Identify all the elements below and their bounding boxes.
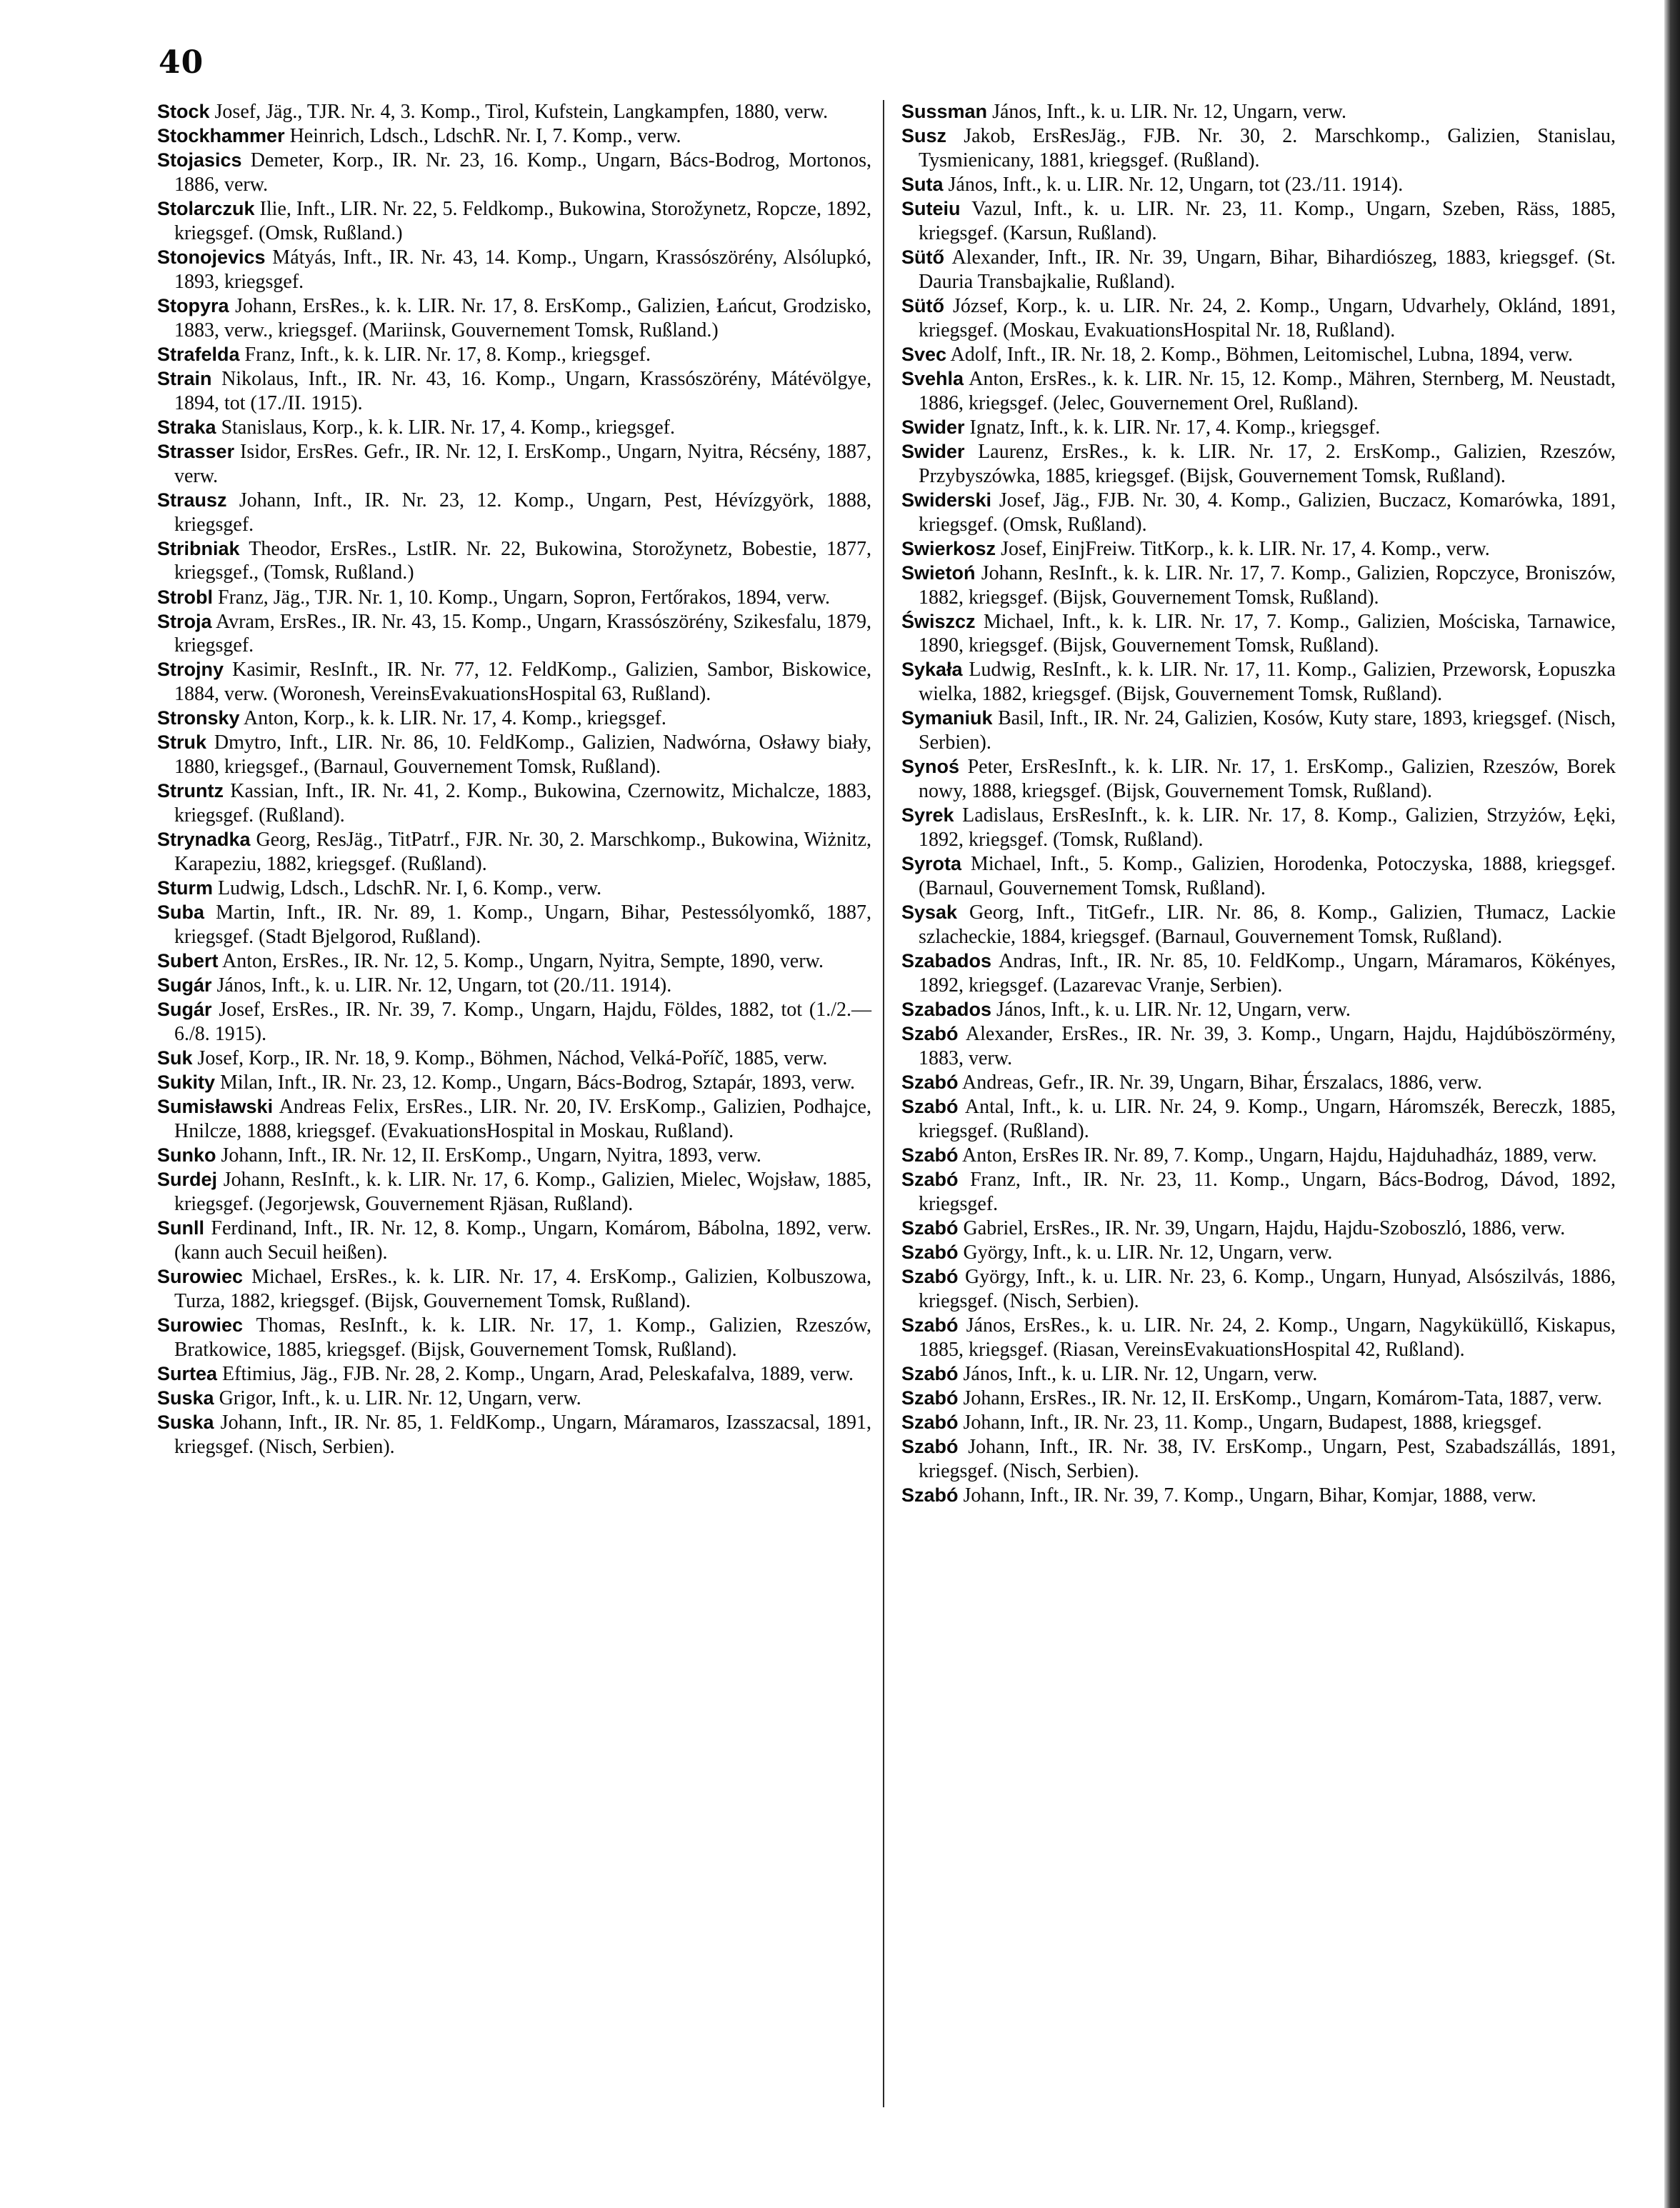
list-entry [157, 998, 871, 1046]
list-entry [901, 852, 1616, 901]
entry-details: Franz, Inft., k. k. LIR. Nr. 17, 8. Komp., kriegsgef. [244, 343, 651, 366]
entry-surname: Struk [157, 731, 207, 754]
list-entry [157, 658, 871, 706]
entry-surname: Symaniuk [901, 707, 993, 729]
entry-surname: Szabó [901, 1314, 959, 1336]
entry-details: Johann, ResInft., k. k. LIR. Nr. 17, 7. Komp., Galizien, Ropczyce, Broniszów, 1882, kriegsgef. (Bijsk, Gouvernement Tomsk, Rußland). [919, 561, 1616, 609]
list-entry [901, 610, 1616, 659]
entry-surname: Szabó [901, 1411, 959, 1433]
entry-details: Grigor, Inft., k. u. LIR. Nr. 12, Ungarn, verw. [219, 1387, 581, 1410]
list-entry [157, 1411, 871, 1459]
entry-details: Ludwig, ResInft., k. k. LIR. Nr. 17, 11. Komp., Galizien, Przeworsk, Łopuszka wielka, 1882, kriegsgef. (Bijsk, Gouvernement Tomsk, Rußland). [919, 659, 1616, 706]
entry-surname: Surowiec [157, 1266, 244, 1288]
entry-surname: Stonojevics [157, 246, 266, 268]
entry-surname: Straka [157, 416, 216, 438]
list-entry [157, 1217, 871, 1265]
entry-surname: Strynadka [157, 829, 251, 851]
entry-surname: Szabó [901, 1362, 959, 1384]
entry-details: Johann, ErsRes., IR. Nr. 12, II. ErsKomp., Ungarn, Komárom-Tata, 1887, verw. [963, 1387, 1602, 1409]
entry-details: Antal, Inft., k. u. LIR. Nr. 24, 9. Komp., Ungarn, Háromszék, Bereczk, 1885, kriegsgef. (Rußland). [919, 1095, 1616, 1142]
entry-details: János, Inft., k. u. LIR. Nr. 12, Ungarn, verw. [996, 998, 1351, 1021]
entry-surname: Szabados [901, 998, 992, 1020]
list-entry [901, 197, 1616, 246]
list-entry [901, 1265, 1616, 1314]
list-entry [901, 901, 1616, 949]
list-entry [157, 1387, 871, 1411]
list-entry [901, 804, 1616, 852]
list-entry [901, 100, 1616, 124]
entry-details: Johann, Inft., IR. Nr. 38, IV. ErsKomp., Ungarn, Pest, Szabadszállás, 1891, kriegsgef. (Nisch, Serbien). [919, 1435, 1616, 1482]
list-entry [157, 124, 871, 149]
list-entry [901, 1071, 1616, 1095]
entry-details: János, ErsRes., k. u. LIR. Nr. 24, 2. Komp., Ungarn, Nagyküküllő, Kiskapus, 1885, kriegsgef. (Riasan, VereinsEvakuationsHospital 42, Rußland). [919, 1314, 1616, 1361]
entry-surname: Sumisławski [157, 1096, 274, 1118]
right-column [901, 100, 1616, 1508]
entry-details: Kassian, Inft., IR. Nr. 41, 2. Komp., Bukowina, Czernowitz, Michalcze, 1883, kriegsgef. (Rußland). [174, 780, 872, 827]
entry-details: Laurenz, ErsRes., k. k. LIR. Nr. 17, 2. ErsKomp., Galizien, Rzeszów, Przybyszówka, 1885, kriegsgef. (Bijsk, Gouvernement Tomsk, Rußland). [919, 440, 1616, 487]
entry-surname: Surdej [157, 1169, 218, 1191]
list-entry [157, 1265, 871, 1314]
list-entry [901, 1484, 1616, 1508]
entry-details: Ignatz, Inft., k. k. LIR. Nr. 17, 4. Komp., kriegsgef. [969, 416, 1381, 439]
entry-details: Alexander, ErsRes., IR. Nr. 39, 3. Komp., Ungarn, Hajdu, Hajdúböszörmény, 1883, verw. [919, 1022, 1616, 1069]
list-entry [901, 706, 1616, 755]
entry-surname: Svec [901, 343, 947, 365]
entry-surname: Szabó [901, 1022, 959, 1044]
entry-surname: Sugár [157, 999, 212, 1021]
entry-details: János, Inft., k. u. LIR. Nr. 12, Ungarn, tot (23./11. 1914). [948, 173, 1404, 196]
list-entry [157, 489, 871, 537]
entry-surname: Strojny [157, 659, 224, 681]
list-entry [157, 1314, 871, 1362]
list-entry [157, 246, 871, 294]
entry-surname: Sunko [157, 1144, 216, 1167]
entry-details: Anton, ErsRes., k. k. LIR. Nr. 15, 12. Komp., Mähren, Sternberg, M. Neustadt, 1886, kriegsgef. (Jelec, Gouvernement Orel, Rußland). [919, 367, 1616, 414]
entry-surname: Stockhammer [157, 125, 285, 147]
list-entry [901, 755, 1616, 804]
entry-surname: Swietoń [901, 561, 976, 584]
entry-details: Nikolaus, Inft., IR. Nr. 43, 16. Komp., Ungarn, Krassószörény, Mátévölgye, 1894, tot (17./II. 1915). [174, 367, 872, 414]
list-entry [901, 367, 1616, 416]
list-entry [157, 876, 871, 901]
list-entry [157, 1144, 871, 1168]
entry-surname: Szabó [901, 1095, 959, 1117]
list-entry [901, 561, 1616, 610]
list-entry [901, 658, 1616, 706]
list-entry [901, 246, 1616, 294]
list-entry [901, 489, 1616, 537]
list-entry [901, 949, 1616, 998]
entry-details: Johann, Inft., IR. Nr. 23, 11. Komp., Ungarn, Budapest, 1888, kriegsgef. [963, 1411, 1542, 1434]
list-entry [901, 998, 1616, 1022]
entry-details: Vazul, Inft., k. u. LIR. Nr. 23, 11. Komp., Ungarn, Szeben, Räss, 1885, kriegsgef. (Karsun, Rußland). [919, 198, 1616, 244]
list-entry [901, 440, 1616, 489]
list-entry [901, 1168, 1616, 1217]
entry-details: Johann, Inft., IR. Nr. 85, 1. FeldKomp., Ungarn, Máramaros, Izasszacsal, 1891, kriegsgef. (Nisch, Serbien). [174, 1412, 872, 1458]
entry-surname: Sütő [901, 246, 944, 268]
entry-details: Michael, Inft., k. k. LIR. Nr. 17, 7. Komp., Galizien, Mościska, Tarnawice, 1890, kriegsgef. (Bijsk, Gouvernement Tomsk, Rußland). [919, 610, 1616, 657]
entry-surname: Surtea [157, 1362, 218, 1384]
entry-details: Josef, Jäg., TJR. Nr. 4, 3. Komp., Tirol, Kufstein, Langkampfen, 1880, verw. [214, 101, 829, 123]
list-entry [157, 586, 871, 610]
list-entry [901, 537, 1616, 561]
list-entry [157, 100, 871, 124]
entry-surname: Szabó [901, 1168, 959, 1190]
entry-details: Anton, Korp., k. k. LIR. Nr. 17, 4. Komp., kriegsgef. [244, 707, 666, 730]
entry-details: Andreas, Gefr., IR. Nr. 39, Ungarn, Bihar, Érszalacs, 1886, verw. [961, 1071, 1482, 1094]
left-column [157, 100, 871, 1459]
entry-surname: Syrota [901, 853, 962, 875]
entry-details: Georg, ResJäg., TitPatrf., FJR. Nr. 30, 2. Marschkomp., Bukowina, Wiżnitz, Karapeziu, 1882, kriegsgef. (Rußland). [174, 829, 871, 876]
entry-details: Adolf, Inft., IR. Nr. 18, 2. Komp., Böhmen, Leitomischel, Lubna, 1894, verw. [950, 343, 1574, 366]
entry-details: Avram, ErsRes., IR. Nr. 43, 15. Komp., Ungarn, Krassószörény, Szikesfalu, 1879, kriegsgef. [174, 610, 871, 657]
list-entry [157, 197, 871, 246]
entry-details: Josef, Jäg., FJB. Nr. 30, 4. Komp., Galizien, Buczacz, Komarówka, 1891, kriegsgef. (Omsk, Rußland). [919, 489, 1616, 536]
entry-details: Isidor, ErsRes. Gefr., IR. Nr. 12, I. ErsKomp., Ungarn, Nyitra, Récsény, 1887, verw. [174, 440, 871, 487]
list-entry [157, 1071, 871, 1095]
list-entry [157, 416, 871, 440]
entry-details: Thomas, ResInft., k. k. LIR. Nr. 17, 1. Komp., Galizien, Rzeszów, Bratkowice, 1885, kriegsgef. (Bijsk, Gouvernement Tomsk, Rußland). [174, 1314, 872, 1361]
list-entry [157, 610, 871, 659]
entry-details: József, Korp., k. u. LIR. Nr. 24, 2. Komp., Ungarn, Udvarhely, Oklánd, 1891, kriegsgef. (Moskau, EvakuationsHospital Nr. 18, Rußland). [919, 294, 1616, 341]
entry-details: Johann, ResInft., k. k. LIR. Nr. 17, 6. Komp., Galizien, Mielec, Wojsław, 1885, kriegsgef. (Jegorjewsk, Gouvernement Rjäsan, Rußland). [174, 1169, 872, 1216]
entry-surname: Strausz [157, 489, 227, 511]
list-entry [901, 173, 1616, 197]
entry-details: Kasimir, ResInft., IR. Nr. 77, 12. FeldKomp., Galizien, Sambor, Biskowice, 1884, verw. (Woronesh, VereinsEvakuationsHospital 63, Rußland). [174, 659, 872, 706]
list-entry [157, 537, 871, 586]
list-entry [901, 1387, 1616, 1411]
entry-surname: Stojasics [157, 149, 242, 171]
entry-surname: Stribniak [157, 537, 240, 559]
list-entry [901, 1435, 1616, 1484]
entry-surname: Sykała [901, 659, 963, 681]
list-entry [157, 949, 871, 974]
entry-details: Franz, Inft., IR. Nr. 23, 11. Komp., Ungarn, Bács-Bodrog, Dávod, 1892, kriegsgef. [919, 1168, 1616, 1215]
entry-surname: Sussman [901, 101, 988, 122]
list-entry [901, 1095, 1616, 1144]
entry-surname: Suk [157, 1047, 193, 1069]
entry-details: György, Inft., k. u. LIR. Nr. 23, 6. Komp., Ungarn, Hunyad, Alsószilvás, 1886, kriegsgef. (Nisch, Serbien). [919, 1265, 1616, 1312]
entry-details: Johann, Inft., IR. Nr. 23, 12. Komp., Ungarn, Pest, Hévízgyörk, 1888, kriegsgef. [174, 489, 871, 536]
entry-details: Josef, ErsRes., IR. Nr. 39, 7. Komp., Ungarn, Hajdu, Földes, 1882, tot (1./2.—6./8. 1915). [174, 999, 872, 1046]
list-entry [157, 149, 871, 197]
entry-details: János, Inft., k. u. LIR. Nr. 12, Ungarn, verw. [992, 101, 1346, 123]
list-entry [157, 367, 871, 416]
entry-details: Eftimius, Jäg., FJB. Nr. 28, 2. Komp., Ungarn, Arad, Peleskafalva, 1889, verw. [222, 1362, 854, 1385]
entry-details: Heinrich, Ldsch., LdschR. Nr. I, 7. Komp., verw. [289, 125, 681, 148]
entry-surname: Swiderski [901, 489, 992, 511]
entry-surname: Sukity [157, 1071, 216, 1094]
entry-surname: Świszcz [901, 610, 976, 632]
entry-surname: Swierkosz [901, 537, 996, 559]
list-entry [157, 731, 871, 779]
entry-surname: Sysak [901, 901, 958, 923]
entry-details: Franz, Jäg., TJR. Nr. 1, 10. Komp., Ungarn, Sopron, Fertőrakos, 1894, verw. [218, 586, 831, 609]
entry-surname: Susz [901, 125, 947, 147]
entry-surname: Suska [157, 1387, 214, 1409]
list-entry [157, 440, 871, 489]
entry-details: János, Inft., k. u. LIR. Nr. 12, Ungarn, tot (20./11. 1914). [216, 974, 672, 997]
entry-details: Ferdinand, Inft., IR. Nr. 12, 8. Komp., Ungarn, Komárom, Bábolna, 1892, verw. (kann auch Secuil heißen). [174, 1217, 871, 1264]
entry-surname: Suba [157, 901, 205, 924]
entry-surname: Suska [157, 1412, 214, 1434]
entry-details: Stanislaus, Korp., k. k. LIR. Nr. 17, 4. Komp., kriegsgef. [221, 416, 675, 439]
list-entry [157, 974, 871, 998]
entry-surname: Strain [157, 367, 212, 389]
list-entry [157, 1362, 871, 1387]
entry-details: György, Inft., k. u. LIR. Nr. 12, Ungarn, verw. [963, 1241, 1333, 1264]
entry-details: Georg, Inft., TitGefr., LIR. Nr. 86, 8. Komp., Galizien, Tłumacz, Lackie szlacheckie, 1884, kriegsgef. (Barnaul, Gouvernement Tomsk, Rußland). [919, 901, 1616, 948]
entry-details: Johann, ErsRes., k. k. LIR. Nr. 17, 8. ErsKomp., Galizien, Łańcut, Grodzisko, 1883, verw., kriegsgef. (Mariinsk, Gouvernement Tomsk, Rußland.) [174, 294, 872, 341]
list-entry [157, 1046, 871, 1071]
entry-details: Andreas Felix, ErsRes., LIR. Nr. 20, IV. ErsKomp., Galizien, Podhajce, Hnilcze, 1888, kriegsgef. (EvakuationsHospital in Moskau, Rußland). [174, 1096, 871, 1143]
entry-surname: Sütő [901, 294, 944, 316]
entry-surname: Szabó [901, 1071, 959, 1093]
entry-surname: Synoś [901, 756, 960, 778]
entry-surname: Sugár [157, 974, 212, 996]
entry-surname: Szabó [901, 1241, 959, 1263]
entry-surname: Svehla [901, 367, 964, 389]
entry-details: Michael, ErsRes., k. k. LIR. Nr. 17, 4. ErsKomp., Galizien, Kolbuszowa, Turza, 1882, kriegsgef. (Bijsk, Gouvernement Tomsk, Rußland). [174, 1266, 871, 1312]
entry-details: Alexander, Inft., IR. Nr. 39, Ungarn, Bihar, Bihardiószeg, 1883, kriegsgef. (St. Dauria Transbajkalie, Rußland). [919, 246, 1616, 293]
entry-details: Milan, Inft., IR. Nr. 23, 12. Komp., Ungarn, Bács-Bodrog, Sztapár, 1893, verw. [220, 1071, 856, 1094]
list-entry [901, 343, 1616, 367]
entry-surname: Stronsky [157, 707, 240, 729]
entry-surname: Szabó [901, 1144, 959, 1166]
entry-details: Jakob, ErsResJäg., FJB. Nr. 30, 2. Marschkomp., Galizien, Stanislau, Tysmienicany, 1881, kriegsgef. (Rußland). [919, 125, 1616, 171]
column-divider [883, 100, 884, 2107]
list-entry [157, 901, 871, 949]
entry-details: Gabriel, ErsRes., IR. Nr. 39, Ungarn, Hajdu, Hajdu-Szoboszló, 1886, verw. [963, 1217, 1566, 1239]
entry-surname: Stock [157, 101, 210, 122]
entry-details: Martin, Inft., IR. Nr. 89, 1. Komp., Ungarn, Bihar, Pestessólyomkő, 1887, kriegsgef. (Stadt Bjelgorod, Rußland). [174, 901, 871, 949]
entry-details: Johann, Inft., IR. Nr. 12, II. ErsKomp., Ungarn, Nyitra, 1893, verw. [221, 1144, 761, 1167]
entry-surname: Stolarczuk [157, 198, 255, 220]
entry-details: Andras, Inft., IR. Nr. 85, 10. FeldKomp., Ungarn, Máramaros, Kökényes, 1892, kriegsgef. (Lazarevac Vranje, Serbien). [919, 949, 1616, 996]
entry-details: Peter, ErsResInft., k. k. LIR. Nr. 17, 1. ErsKomp., Galizien, Rzeszów, Borek nowy, 1888, kriegsgef. (Bijsk, Gouvernement Tomsk, Rußland). [919, 756, 1616, 803]
entry-surname: Sturm [157, 877, 214, 899]
entry-details: Ludwig, Ldsch., LdschR. Nr. I, 6. Komp., verw. [218, 877, 602, 900]
entry-details: Ladislaus, ErsResInft., k. k. LIR. Nr. 17, 8. Komp., Galizien, Strzyżów, Łęki, 1892, kriegsgef. (Tomsk, Rußland). [919, 804, 1616, 851]
page-number: 40 [159, 44, 204, 81]
entry-surname: Swider [901, 440, 965, 462]
entry-surname: Strobl [157, 586, 213, 608]
list-entry [901, 1362, 1616, 1387]
entry-surname: Szabó [901, 1217, 959, 1239]
list-entry [901, 1314, 1616, 1362]
entry-surname: Subert [157, 950, 219, 972]
entry-surname: Strasser [157, 440, 235, 462]
list-entry [901, 124, 1616, 173]
entry-surname: Szabó [901, 1387, 959, 1409]
entry-surname: Syrek [901, 804, 954, 826]
entry-details: Demeter, Korp., IR. Nr. 23, 16. Komp., Ungarn, Bács-Bodrog, Mortonos, 1886, verw. [174, 149, 871, 196]
list-entry [157, 1095, 871, 1144]
entry-details: Johann, Inft., IR. Nr. 39, 7. Komp., Ungarn, Bihar, Komjar, 1888, verw. [963, 1484, 1536, 1507]
list-entry [157, 294, 871, 343]
entry-details: Dmytro, Inft., LIR. Nr. 86, 10. FeldKomp., Galizien, Nadwórna, Osławy biały, 1880, kriegsgef., (Barnaul, Gouvernement Tomsk, Rußland). [174, 731, 872, 779]
entry-details: Anton, ErsRes IR. Nr. 89, 7. Komp., Ungarn, Hajdu, Hajduhadház, 1889, verw. [961, 1144, 1597, 1167]
entry-details: Josef, EinjFreiw. TitKorp., k. k. LIR. Nr. 17, 4. Komp., verw. [1001, 537, 1490, 560]
entry-surname: Strafelda [157, 343, 240, 365]
entry-details: Michael, Inft., 5. Komp., Galizien, Horodenka, Potoczyska, 1888, kriegsgef. (Barnaul, Gouvernement Tomsk, Rußland). [919, 853, 1616, 899]
entry-surname: Struntz [157, 780, 224, 802]
list-entry [157, 1168, 871, 1217]
entry-surname: Stopyra [157, 294, 229, 316]
entry-details: Theodor, ErsRes., LstIR. Nr. 22, Bukowina, Storožynetz, Bobestie, 1877, kriegsgef., (Tomsk, Rußland.) [174, 537, 871, 584]
entry-details: Anton, ErsRes., IR. Nr. 12, 5. Komp., Ungarn, Nyitra, Sempte, 1890, verw. [221, 950, 824, 973]
list-entry [901, 1241, 1616, 1265]
entry-surname: Suta [901, 173, 944, 195]
list-entry [901, 1022, 1616, 1071]
entry-surname: Suteiu [901, 198, 961, 220]
entry-surname: Szabó [901, 1435, 959, 1457]
entry-details: Ilie, Inft., LIR. Nr. 22, 5. Feldkomp., Bukowina, Storožynetz, Ropcze, 1892, kriegsgef. (Omsk, Rußland.) [174, 198, 872, 244]
entry-surname: Surowiec [157, 1314, 244, 1337]
scan-edge [1664, 0, 1680, 2208]
list-entry [901, 1144, 1616, 1168]
list-entry [157, 828, 871, 876]
entry-surname: Szabó [901, 1484, 959, 1506]
entry-surname: Stroja [157, 610, 212, 632]
list-entry [901, 294, 1616, 343]
list-entry [901, 1411, 1616, 1435]
entry-details: Mátyás, Inft., IR. Nr. 43, 14. Komp., Ungarn, Krassószörény, Alsólupkó, 1893, kriegsgef. [174, 246, 872, 293]
entry-details: Josef, Korp., IR. Nr. 18, 9. Komp., Böhmen, Náchod, Velká-Poříč, 1885, verw. [197, 1047, 828, 1070]
list-entry [901, 416, 1616, 440]
list-entry [901, 1217, 1616, 1241]
entry-details: János, Inft., k. u. LIR. Nr. 12, Ungarn, verw. [963, 1362, 1318, 1385]
entry-details: Basil, Inft., IR. Nr. 24, Galizien, Kosów, Kuty stare, 1893, kriegsgef. (Nisch, Serbien). [919, 707, 1616, 754]
list-entry [157, 343, 871, 367]
entry-surname: Swider [901, 416, 965, 438]
list-entry [157, 706, 871, 731]
entry-surname: Sunll [157, 1217, 204, 1239]
entry-surname: Szabó [901, 1265, 959, 1287]
list-entry [157, 779, 871, 828]
entry-surname: Szabados [901, 949, 992, 971]
